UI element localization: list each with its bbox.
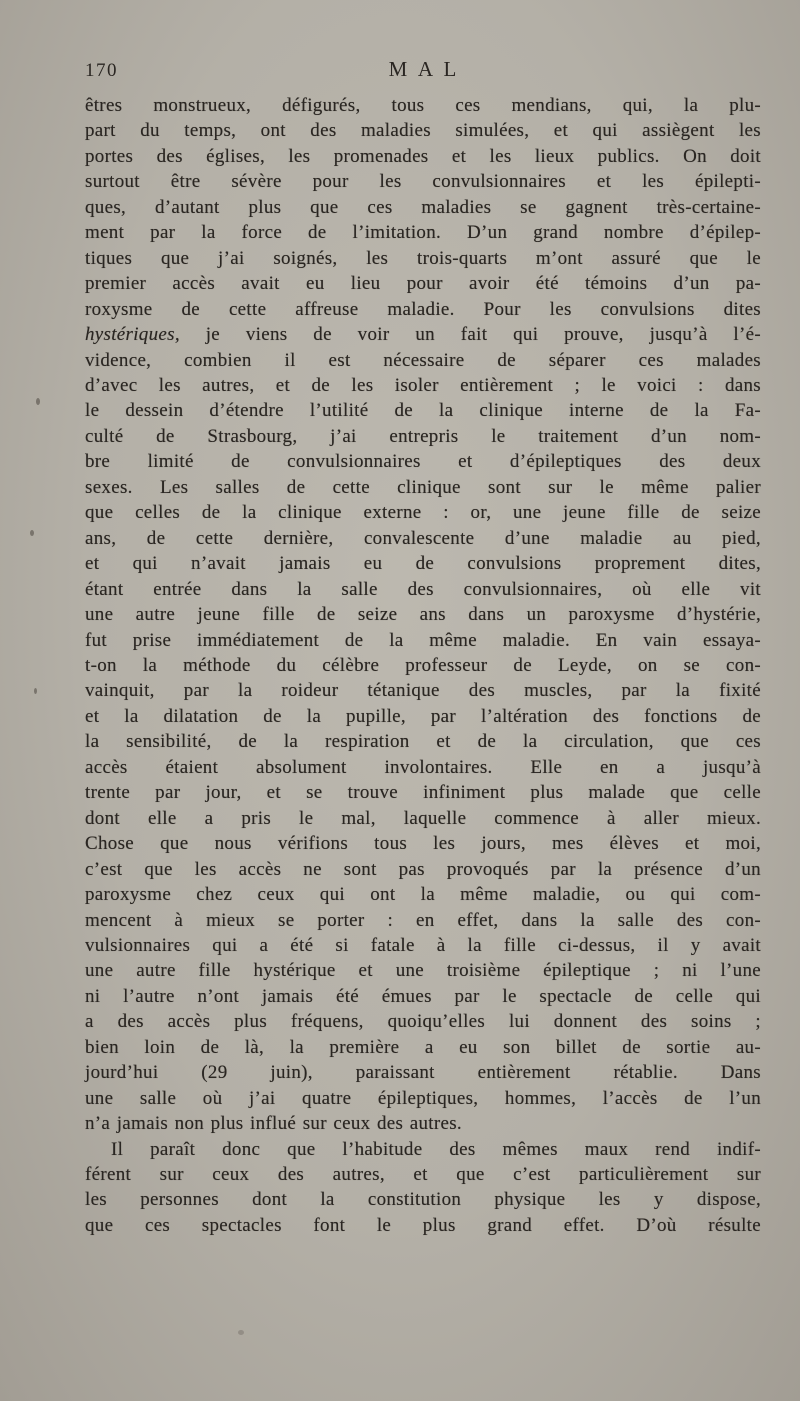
paragraph bbox=[85, 1137, 761, 1239]
text-segment: roxysme de cette affreuse maladie. Pour les convulsions dites bbox=[85, 298, 761, 320]
text-segment: n’a jamais non plus influé sur ceux des autres. bbox=[85, 1113, 462, 1135]
scan-artifact bbox=[34, 688, 37, 694]
text-line bbox=[85, 1009, 761, 1034]
text-line bbox=[85, 551, 761, 576]
text-line bbox=[85, 144, 761, 169]
text-line bbox=[85, 1111, 761, 1136]
text-segment: tiques que j’ai soignés, les trois-quarts m’ont assuré que le bbox=[85, 247, 761, 269]
text-segment: je viens de voir un fait qui prouve, jusqu’à l’é- bbox=[179, 324, 761, 346]
text-line bbox=[85, 577, 761, 602]
text-segment: premier accès avait eu lieu pour avoir été témoins d’un pa- bbox=[85, 273, 761, 295]
text-segment: une salle où j’ai quatre épileptiques, hommes, l’accès de l’un bbox=[85, 1087, 761, 1109]
running-head: MAL bbox=[388, 57, 467, 81]
text-line bbox=[85, 475, 761, 500]
text-segment: portes des églises, les promenades et les lieux publics. On doit bbox=[85, 145, 761, 167]
text-line bbox=[85, 1086, 761, 1111]
text-segment: d’avec les autres, et de les isoler entièrement ; le voici : dans bbox=[85, 374, 761, 396]
text-segment: une autre jeune fille de seize ans dans un paroxysme d’hystérie, bbox=[85, 604, 761, 626]
text-segment: ans, de cette dernière, convalescente d’une maladie au pied, bbox=[85, 527, 761, 549]
text-segment: êtres monstrueux, défigurés, tous ces mendians, qui, la plu- bbox=[85, 95, 761, 116]
text-segment: jourd’hui (29 juin), paraissant entièrement rétablie. Dans bbox=[85, 1062, 761, 1084]
text-segment: paroxysme chez ceux qui ont la même maladie, ou qui com- bbox=[85, 884, 761, 906]
text-segment: le dessein d’étendre l’utilité de la clinique interne de la Fa- bbox=[85, 400, 761, 422]
text-line bbox=[85, 398, 761, 423]
text-line bbox=[85, 653, 761, 678]
text-segment: a des accès plus fréquens, quoiqu’elles lui donnent des soins ; bbox=[85, 1011, 761, 1033]
text-line bbox=[85, 806, 761, 831]
text-segment: que ces spectacles font le plus grand effet. D’où résulte bbox=[85, 1214, 761, 1236]
scan-artifact bbox=[238, 1330, 244, 1335]
text-line bbox=[85, 1213, 761, 1238]
text-segment: bien loin de là, la première a eu son billet de sortie au- bbox=[85, 1036, 761, 1058]
italic-term: hystériques, bbox=[85, 324, 180, 346]
text-segment: férent sur ceux des autres, et que c’est particulièrement sur bbox=[85, 1164, 761, 1186]
text-segment: étant entrée dans la salle des convulsionnaires, où elle vit bbox=[85, 578, 761, 600]
text-line bbox=[85, 678, 761, 703]
text-line bbox=[85, 500, 761, 525]
text-line bbox=[85, 958, 761, 983]
text-segment: bre limité de convulsionnaires et d’épileptiques des deux bbox=[85, 451, 761, 473]
text-segment: Chose que nous vérifions tous les jours, mes élèves et moi, bbox=[85, 833, 761, 855]
text-segment: surtout être sévère pour les convulsionnaires et les épilepti- bbox=[85, 171, 761, 193]
text-line bbox=[85, 169, 761, 194]
text-line bbox=[85, 220, 761, 245]
text-segment: la sensibilité, de la respiration et de la circulation, que ces bbox=[85, 731, 761, 753]
text-segment: dont elle a pris le mal, laquelle commence à aller mieux. bbox=[85, 807, 761, 829]
page-header bbox=[85, 57, 760, 87]
text-line bbox=[85, 882, 761, 907]
text-line bbox=[85, 1162, 761, 1187]
text-segment: accès étaient absolument involontaires. Elle en a jusqu’à bbox=[85, 756, 761, 778]
text-segment: sexes. Les salles de cette clinique sont sur le même palier bbox=[85, 476, 761, 498]
text-line bbox=[85, 449, 761, 474]
text-line bbox=[85, 857, 761, 882]
text-line bbox=[85, 704, 761, 729]
text-segment: et la dilatation de la pupille, par l’altération des fonctions de bbox=[85, 705, 761, 727]
scan-artifact bbox=[30, 530, 34, 536]
text-line bbox=[85, 297, 761, 322]
text-line bbox=[85, 1137, 761, 1162]
text-segment: ques, d’autant plus que ces maladies se gagnent très-certaine- bbox=[85, 196, 761, 218]
page-number: 170 bbox=[85, 60, 118, 81]
text-segment: c’est que les accès ne sont pas provoqués par la présence d’un bbox=[85, 858, 761, 880]
text-line bbox=[85, 373, 761, 398]
paragraph bbox=[85, 93, 761, 1137]
text-segment: ni l’autre n’ont jamais été émues par le spectacle de celle qui bbox=[85, 985, 761, 1007]
text-segment: vulsionnaires qui a été si fatale à la fille ci-dessus, il y avait bbox=[85, 934, 761, 956]
scan-artifact bbox=[36, 398, 40, 405]
text-line bbox=[85, 984, 761, 1009]
text-segment: vainquit, par la roideur tétanique des muscles, par la fixité bbox=[85, 680, 761, 702]
text-line bbox=[85, 1035, 761, 1060]
text-line bbox=[85, 271, 761, 296]
text-line bbox=[85, 322, 761, 347]
text-segment: mencent à mieux se porter : en effet, dans la salle des con- bbox=[85, 909, 761, 931]
text-segment: vidence, combien il est nécessaire de séparer ces malades bbox=[85, 349, 761, 371]
text-line bbox=[85, 831, 761, 856]
text-segment: t-on la méthode du célèbre professeur de Leyde, on se con- bbox=[85, 654, 761, 676]
text-line bbox=[85, 1187, 761, 1212]
text-line bbox=[85, 526, 761, 551]
text-segment: ment par la force de l’imitation. D’un grand nombre d’épilep- bbox=[85, 222, 761, 244]
text-line bbox=[85, 1060, 761, 1085]
text-segment: les personnes dont la constitution physique les y dispose, bbox=[85, 1189, 761, 1211]
text-segment: fut prise immédiatement de la même maladie. En vain essaya- bbox=[85, 629, 761, 651]
text-line bbox=[85, 195, 761, 220]
text-line bbox=[85, 933, 761, 958]
text-segment: part du temps, ont des maladies simulées, et qui assiègent les bbox=[85, 120, 761, 142]
text-line bbox=[85, 602, 761, 627]
text-line bbox=[85, 424, 761, 449]
text-segment: et qui n’avait jamais eu de convulsions proprement dites, bbox=[85, 553, 761, 575]
text-line bbox=[85, 780, 761, 805]
text-segment: Il paraît donc que l’habitude des mêmes maux rend indif- bbox=[111, 1138, 761, 1160]
text-line bbox=[85, 246, 761, 271]
text-line bbox=[85, 348, 761, 373]
page-text bbox=[85, 93, 761, 1238]
text-segment: une autre fille hystérique et une troisième épileptique ; ni l’une bbox=[85, 960, 761, 982]
text-line bbox=[85, 93, 761, 118]
text-line bbox=[85, 729, 761, 754]
text-line bbox=[85, 908, 761, 933]
text-line bbox=[85, 118, 761, 143]
text-line bbox=[85, 755, 761, 780]
text-segment: que celles de la clinique externe : or, une jeune fille de seize bbox=[85, 502, 761, 524]
text-segment: culté de Strasbourg, j’ai entrepris le traitement d’un nom- bbox=[85, 425, 761, 447]
text-line bbox=[85, 628, 761, 653]
text-segment: trente par jour, et se trouve infiniment plus malade que celle bbox=[85, 782, 761, 804]
